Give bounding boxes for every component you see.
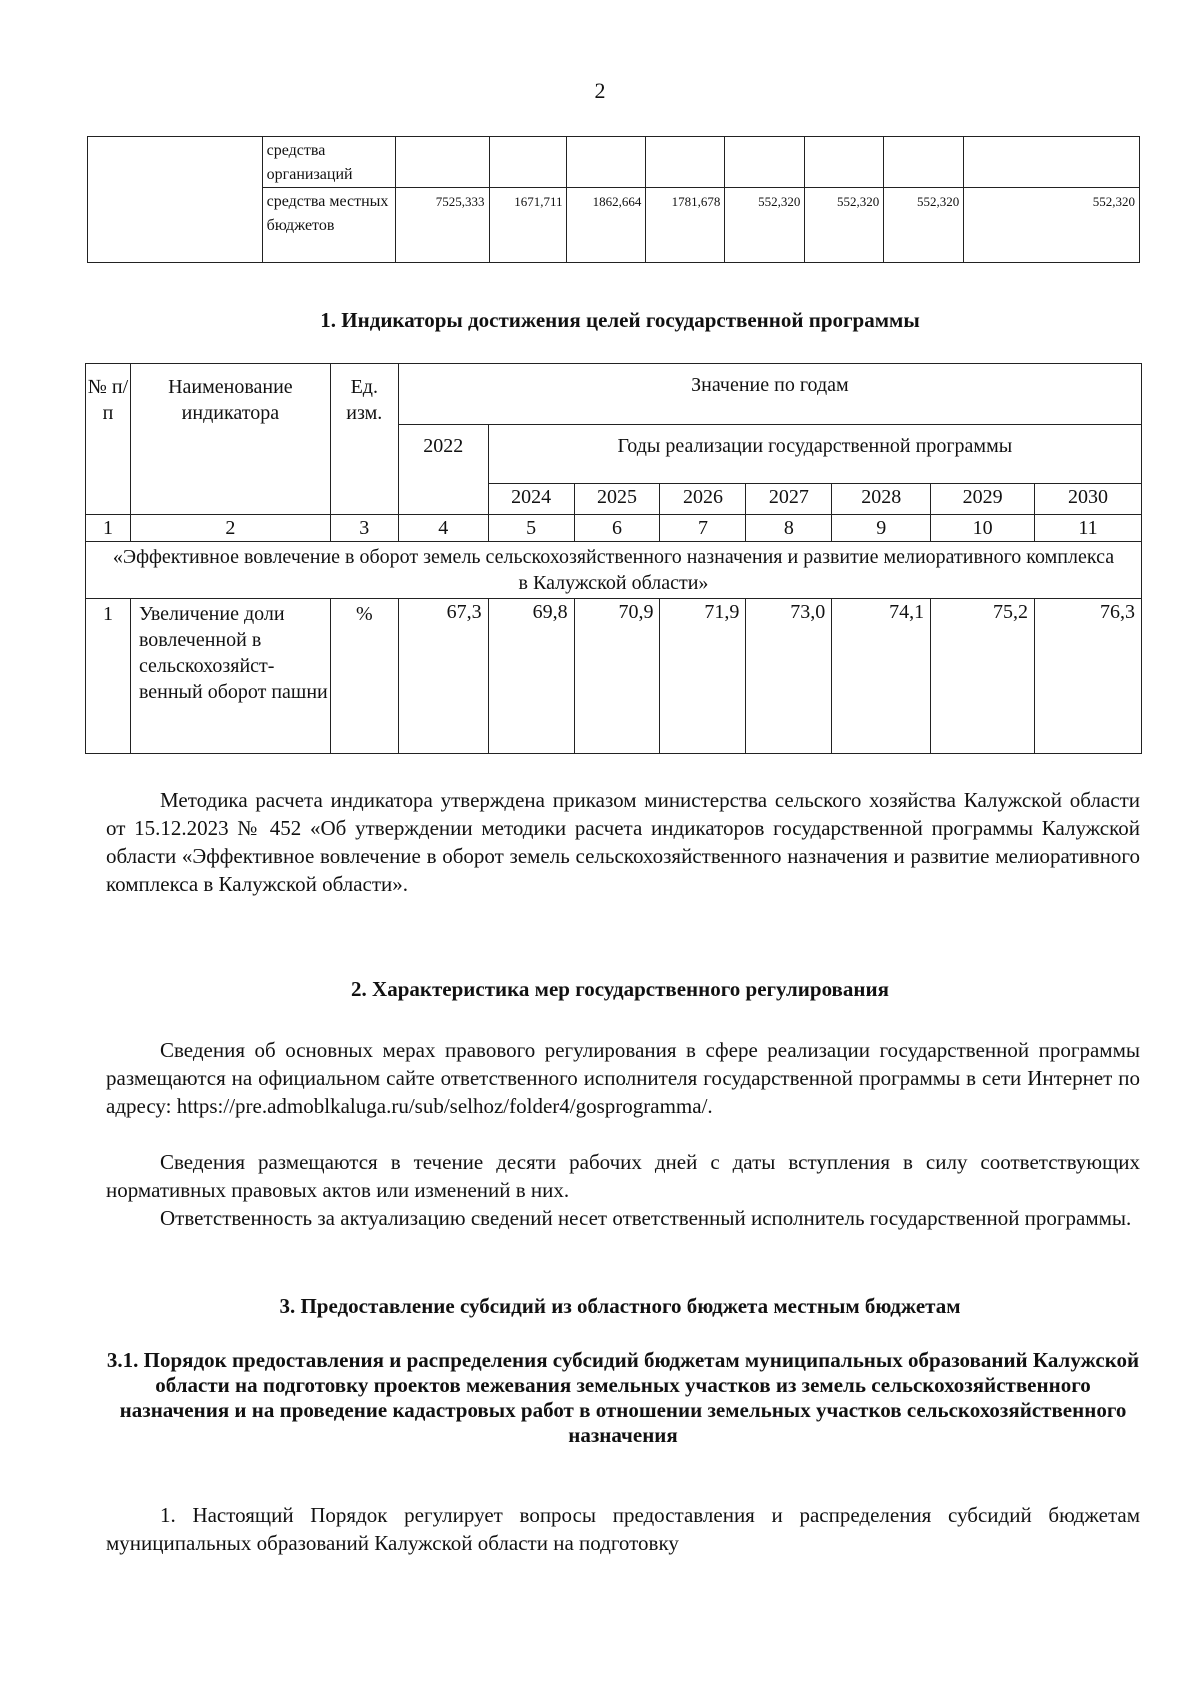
table-row: [86, 599, 1142, 754]
row-number: 1: [86, 599, 131, 754]
page-number: 2: [594, 78, 606, 103]
funding-value: 7525,333: [395, 188, 489, 263]
funding-value: [964, 137, 1140, 188]
indicator-value: 76,3: [1035, 599, 1142, 754]
base-year: 2022: [398, 425, 488, 515]
section-2-paragraph: Сведения об основных мерах правового регулирования в сфере реализации государственной программы размещаются на официальном сайте ответственного исполнителя государственной программы в сети Интернет по адресу: https://pre.admoblkaluga.ru/sub/selhoz/folder4/gosprogramma/.: [106, 1038, 1140, 1118]
indicator-unit: %: [330, 599, 398, 754]
section-3-paragraph: 1. Настоящий Порядок регулирует вопросы предоставления и распределения субсидий бюджетам муниципальных образований Калужской области на подготовку: [106, 1503, 1140, 1555]
program-title: «Эффективное вовлечение в оборот земель сельскохозяйственного назначения и развитие мелиоративного комплекса в Калужской области»: [86, 542, 1142, 599]
funding-empty-cell: [88, 137, 263, 263]
col-number: 8: [746, 515, 832, 542]
indicators-table: [85, 363, 1142, 754]
year-cell: 2029: [931, 484, 1035, 515]
indicator-value: 69,8: [488, 599, 574, 754]
funding-row-label: средства организаций: [262, 137, 395, 188]
col-header-no: № п/п: [86, 364, 131, 515]
funding-value: [805, 137, 884, 188]
col-number: 1: [86, 515, 131, 542]
funding-value: 1862,664: [567, 188, 646, 263]
col-header-unit: Ед. изм.: [330, 364, 398, 515]
funding-value: [395, 137, 489, 188]
section-2-paragraph: Сведения размещаются в течение десяти рабочих дней с даты вступления в силу соответствующих нормативных правовых актов или изменений в них.: [106, 1150, 1140, 1202]
section-2-title: 2. Характеристика мер государственного регулирования: [351, 977, 889, 1001]
col-number: 3: [330, 515, 398, 542]
methodology-paragraph: Методика расчета индикатора утверждена приказом министерства сельского хозяйства Калужской области от 15.12.2023 № 452 «Об утверждении методики расчета индикаторов государственной программы Калужской области «Эффективное вовлечение в оборот земель сельскохозяйственного назначения и развитие мелиоративного комплекса в Калужской области».: [106, 788, 1140, 896]
col-number: 10: [931, 515, 1035, 542]
funding-row: [88, 137, 1140, 188]
indicator-value: 70,9: [574, 599, 660, 754]
year-cell: 2024: [488, 484, 574, 515]
col-number-row: [86, 515, 1142, 542]
year-cell: 2028: [832, 484, 931, 515]
funding-value: 552,320: [805, 188, 884, 263]
col-number: 9: [832, 515, 931, 542]
indicator-value: 67,3: [398, 599, 488, 754]
funding-value: [567, 137, 646, 188]
funding-value: [489, 137, 567, 188]
col-number: 7: [660, 515, 746, 542]
col-number: 2: [130, 515, 330, 542]
col-number: 5: [488, 515, 574, 542]
section-1-title: 1. Индикаторы достижения целей государственной программы: [320, 308, 920, 332]
indicator-value: 75,2: [931, 599, 1035, 754]
section-2-paragraph: Ответственность за актуализацию сведений несет ответственный исполнитель государственной программы.: [160, 1206, 1132, 1230]
program-years-label: Годы реализации государственной программы: [488, 425, 1141, 484]
indicator-name: Увеличение доли вовлеченной в сельскохозяйст-венный оборот пашни: [130, 599, 330, 754]
indicator-value: 73,0: [746, 599, 832, 754]
col-number: 11: [1035, 515, 1142, 542]
header-row: [86, 364, 1142, 425]
funding-value: [646, 137, 725, 188]
funding-value: 552,320: [884, 188, 964, 263]
program-title-row: [86, 542, 1142, 599]
funding-value: 552,320: [964, 188, 1140, 263]
funding-table: [87, 136, 1140, 263]
year-cell: 2025: [574, 484, 660, 515]
indicator-value: 74,1: [832, 599, 931, 754]
funding-value: [884, 137, 964, 188]
year-cell: 2030: [1035, 484, 1142, 515]
funding-value: [725, 137, 805, 188]
year-cell: 2027: [746, 484, 832, 515]
subsection-3-1-title: 3.1. Порядок предоставления и распределения субсидий бюджетам муниципальных образований Калужской области на подготовку проектов межевания земельных участков из земель сельскохозяйственного назначения и на проведение кадастровых работ в отношении земельных участков сельскохозяйственного назначения: [106, 1348, 1140, 1447]
funding-value: 1671,711: [489, 188, 567, 263]
funding-value: 1781,678: [646, 188, 725, 263]
col-header-values: Значение по годам: [398, 364, 1141, 425]
funding-row-label: средства местных бюджетов: [262, 188, 395, 263]
col-header-name: Наименование индикатора: [130, 364, 330, 515]
section-3-title: 3. Предоставление субсидий из областного бюджета местным бюджетам: [279, 1294, 961, 1318]
col-number: 4: [398, 515, 488, 542]
indicator-value: 71,9: [660, 599, 746, 754]
funding-value: 552,320: [725, 188, 805, 263]
col-number: 6: [574, 515, 660, 542]
year-cell: 2026: [660, 484, 746, 515]
